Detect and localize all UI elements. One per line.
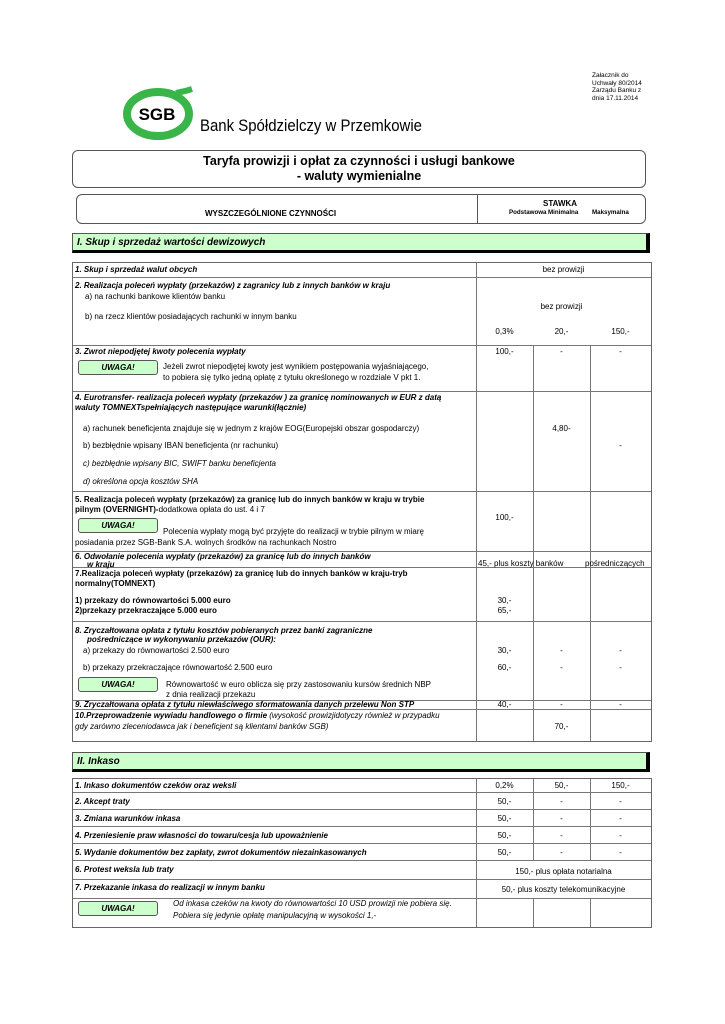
row-label: 3. Zmiana warunków inkasa [75,814,181,823]
row-label: 7.Realizacja poleceń wypłaty (przekazów) za granicę lub do innych banków w kraju-tryb [75,569,408,578]
rate-basic: 30,- [497,596,512,605]
rate-basic: 0,2% [495,781,514,790]
rate-basic: 40,- [497,700,512,709]
note-line: dnia 17.11.2014 [592,94,639,102]
rate-min: - [560,814,563,823]
row-label: 5. Wydanie dokumentów bez zapłaty, zwrot dokumentów niezainkasowanych [75,848,367,857]
bank-name: Bank Spółdzielczy w Przemkowie [200,116,422,135]
row-line [73,860,651,861]
row-line [73,567,651,568]
row-line [73,277,651,278]
rate-basic: 100,- [495,347,514,356]
row-label: waluty TOMNEXTspełniających następujące warunki(łącznie) [75,403,307,412]
row-item: 1) przekazy do równowartości 5.000 euro [75,596,231,605]
rate-max: - [619,663,622,672]
rate-value: 70,- [554,722,569,731]
row-label: 1. Skup i sprzedaż walut obcych [75,265,198,274]
row-line [73,345,651,346]
logo-swoosh [176,89,192,93]
row-item: b) na rzecz klientów posiadających rachunki w innym banku [85,312,297,321]
row-note: Polecenia wypłaty mogą być przyjęte do realizacji w trybie pilnym w miarę [163,527,424,536]
rate-min: - [560,797,563,806]
column-operations: WYSZCZEGÓLNIONE CZYNNOŚCI [205,209,337,218]
row-item: a) rachunek beneficjenta znajduje się w jednym z krajów EOG(Europejski obszar gospodarczy) [83,424,420,433]
rate-basic: 65,- [497,606,512,615]
note-line: Załacznik do [592,72,629,79]
rate-min: - [560,663,563,672]
rate-max: - [619,797,622,806]
row-label: 9. Zryczałtowana opłata z tytułu niewłaściwego sformatowania danych przelewu Non STP [75,700,415,709]
annex-note [592,72,642,102]
row-label: 4. Przeniesienie praw własności do towaru/cesja lub upoważnienie [75,831,328,840]
row-label: 2. Akcept traty [75,797,130,806]
column-header [76,194,646,224]
rate-max: - [619,814,622,823]
rate-min: - [560,700,563,709]
row-note: to pobiera się tylko jedną opłatę z tytułu określonego w rozdziale V pkt 1. [163,373,421,382]
row-label: w kraju [87,560,115,569]
rate-min: - [560,848,563,857]
note-line: Uchwały 80/2014 [592,79,642,87]
uwaga-badge: UWAGA! [78,518,158,533]
rate-min: - [560,646,563,655]
rate-min: 20,- [554,327,569,336]
row-note: Pobiera się jedynie opłatę manipulacyjną w wysokości 1,- [173,911,377,920]
rate-max: - [619,700,622,709]
uwaga-badge: UWAGA! [78,360,158,375]
row-line [73,391,651,392]
row-line [73,792,651,793]
row-item: c) bezbłędnie wpisany BIC, SWIFT banku beneficjenta [83,459,276,468]
rate-value: 50,- plus koszty telekomunikacyjne [501,885,626,894]
page-title [72,150,646,188]
row-line [73,809,651,810]
rate-basic: 50,- [497,848,512,857]
row-item: b) bezbłędnie wpisany IBAN beneficjenta (nr rachunku) [83,441,279,450]
row-label: normalny(TOMNEXT) [75,579,156,588]
row-label: 7. Przekazanie inkasa do realizacji w innym banku [75,883,265,892]
rate-basic: 60,- [497,663,512,672]
column-divider [477,195,478,223]
rate-max: - [619,441,622,450]
row-label-rest: dodatkowa opłata do ust. 4 i 7 [158,505,265,514]
row-label: gdy zarówno zleceniodawca jak i beneficjent są klientami banków SGB) [75,722,329,731]
col-line [533,345,534,741]
section-2-header: II. Inkaso [72,752,650,772]
rate-basic: 50,- [497,814,512,823]
row-note: Od inkasa czeków na kwoty do równowartości 10 USD prowizji nie pobiera się. [173,899,452,908]
row-item: b) przekazy przekraczające równowartość 2.500 euro [83,663,273,672]
sgb-logo [122,85,200,143]
col-line [533,898,534,927]
rate-basic: 100,- [495,513,514,522]
row-line [73,843,651,844]
rate-value: 150,- plus opłata notarialna [515,867,612,876]
title-line-1: Taryfa prowizji i opłat za czynności i usługi bankowe [203,154,515,168]
uwaga-badge: UWAGA! [78,677,158,692]
rate-basic: 0,3% [495,327,514,336]
row-line [73,879,651,880]
rate-min: 50,- [554,781,569,790]
rate-max: - [619,848,622,857]
row-item: d) określona opcja kosztów SHA [83,477,199,486]
section-1-header: I. Skup i sprzedaż wartości dewizowych [72,233,650,253]
row-line [73,826,651,827]
col-line [590,898,591,927]
rate-min: - [560,347,563,356]
rate-max: 150,- [611,781,630,790]
row-label: 10.Przeprowadzenie wywiadu handlowego o firmie [75,711,268,720]
row-item: a) przekazy do równowartości 2.500 euro [83,646,230,655]
column-max: Maksymalna [592,209,629,216]
row-item: a) na rachunki bankowe klientów banku [85,292,226,301]
column-basic: Podstawowa [509,209,547,216]
section-1-table [72,262,652,742]
rate-max: - [619,831,622,840]
row-item: 2)przekazy przekraczające 5.000 euro [75,606,217,615]
row-label: 2. Realizacja poleceń wypłaty (przekazów) z zagranicy lub z innych banków w kraju [75,281,391,290]
rate-value: 45,- plus koszty banków [478,559,564,568]
column-stawka: STAWKA [543,199,578,208]
column-min: Minimalna [548,209,579,216]
row-label: 4. Eurotransfer- realizacja poleceń wypłaty (przekazów ) za granicę nominowanych w EUR z datą [75,393,442,402]
rate-basic: 50,- [497,831,512,840]
row-line [73,491,651,492]
row-label: 5. Realizacja poleceń wypłaty (przekazów) za granicę lub do innych banków w kraju w trybie [75,495,425,504]
row-label: 1. Inkaso dokumentów czeków oraz weksli [75,781,237,790]
row-label: pilnym (OVERNIGHT)- [75,505,159,514]
row-note: Równowartość w euro oblicza się przy zastosowaniu kursów średnich NBP [166,680,431,689]
rate-basic: 50,- [497,797,512,806]
uwaga-badge: UWAGA! [78,901,158,916]
row-note: posiadania przez SGB-Bank S.A. wolnych środków na rachunkach Nostro [75,538,337,547]
rate-value: bez prowizji [540,302,583,311]
rate-max: - [619,646,622,655]
rate-max: 150,- [611,327,630,336]
row-label: 8. Zryczałtowana opłata z tytułu kosztów pobieranych przez banki zagraniczne [75,626,373,635]
rate-value: bez prowizji [542,265,585,274]
row-note: z dnia realizacji przekazu [166,690,256,699]
rate-value: pośredniczących [585,559,645,568]
title-line-2: - waluty wymienialne [296,169,422,183]
rate-min: 4,80- [552,424,571,433]
row-label: pośredniczące w wykonywaniu przekazów (OUR): [87,635,276,644]
col-line [590,345,591,741]
row-line [73,621,651,622]
row-label: 3. Zwrot niepodjętej kwoty polecenia wypłaty [75,347,246,356]
rate-max: - [619,347,622,356]
row-label: 6. Odwołanie polecenia wypłaty (przekazów) za granicę lub do innych banków [75,552,371,561]
rate-basic: 30,- [497,646,512,655]
row-note: Jeżeli zwrot niepodjętej kwoty jest wynikiem postępowania wyjaśniającego, [163,362,429,371]
row-label-rest: (wysokość prowizjidotyczy również w przypadku [267,711,440,720]
logo-text: SGB [138,105,176,124]
note-line: Zarządu Banku z [592,87,642,95]
row-label: 6. Protest weksla lub traty [75,865,174,874]
section-2-table [72,778,652,928]
rate-min: - [560,831,563,840]
